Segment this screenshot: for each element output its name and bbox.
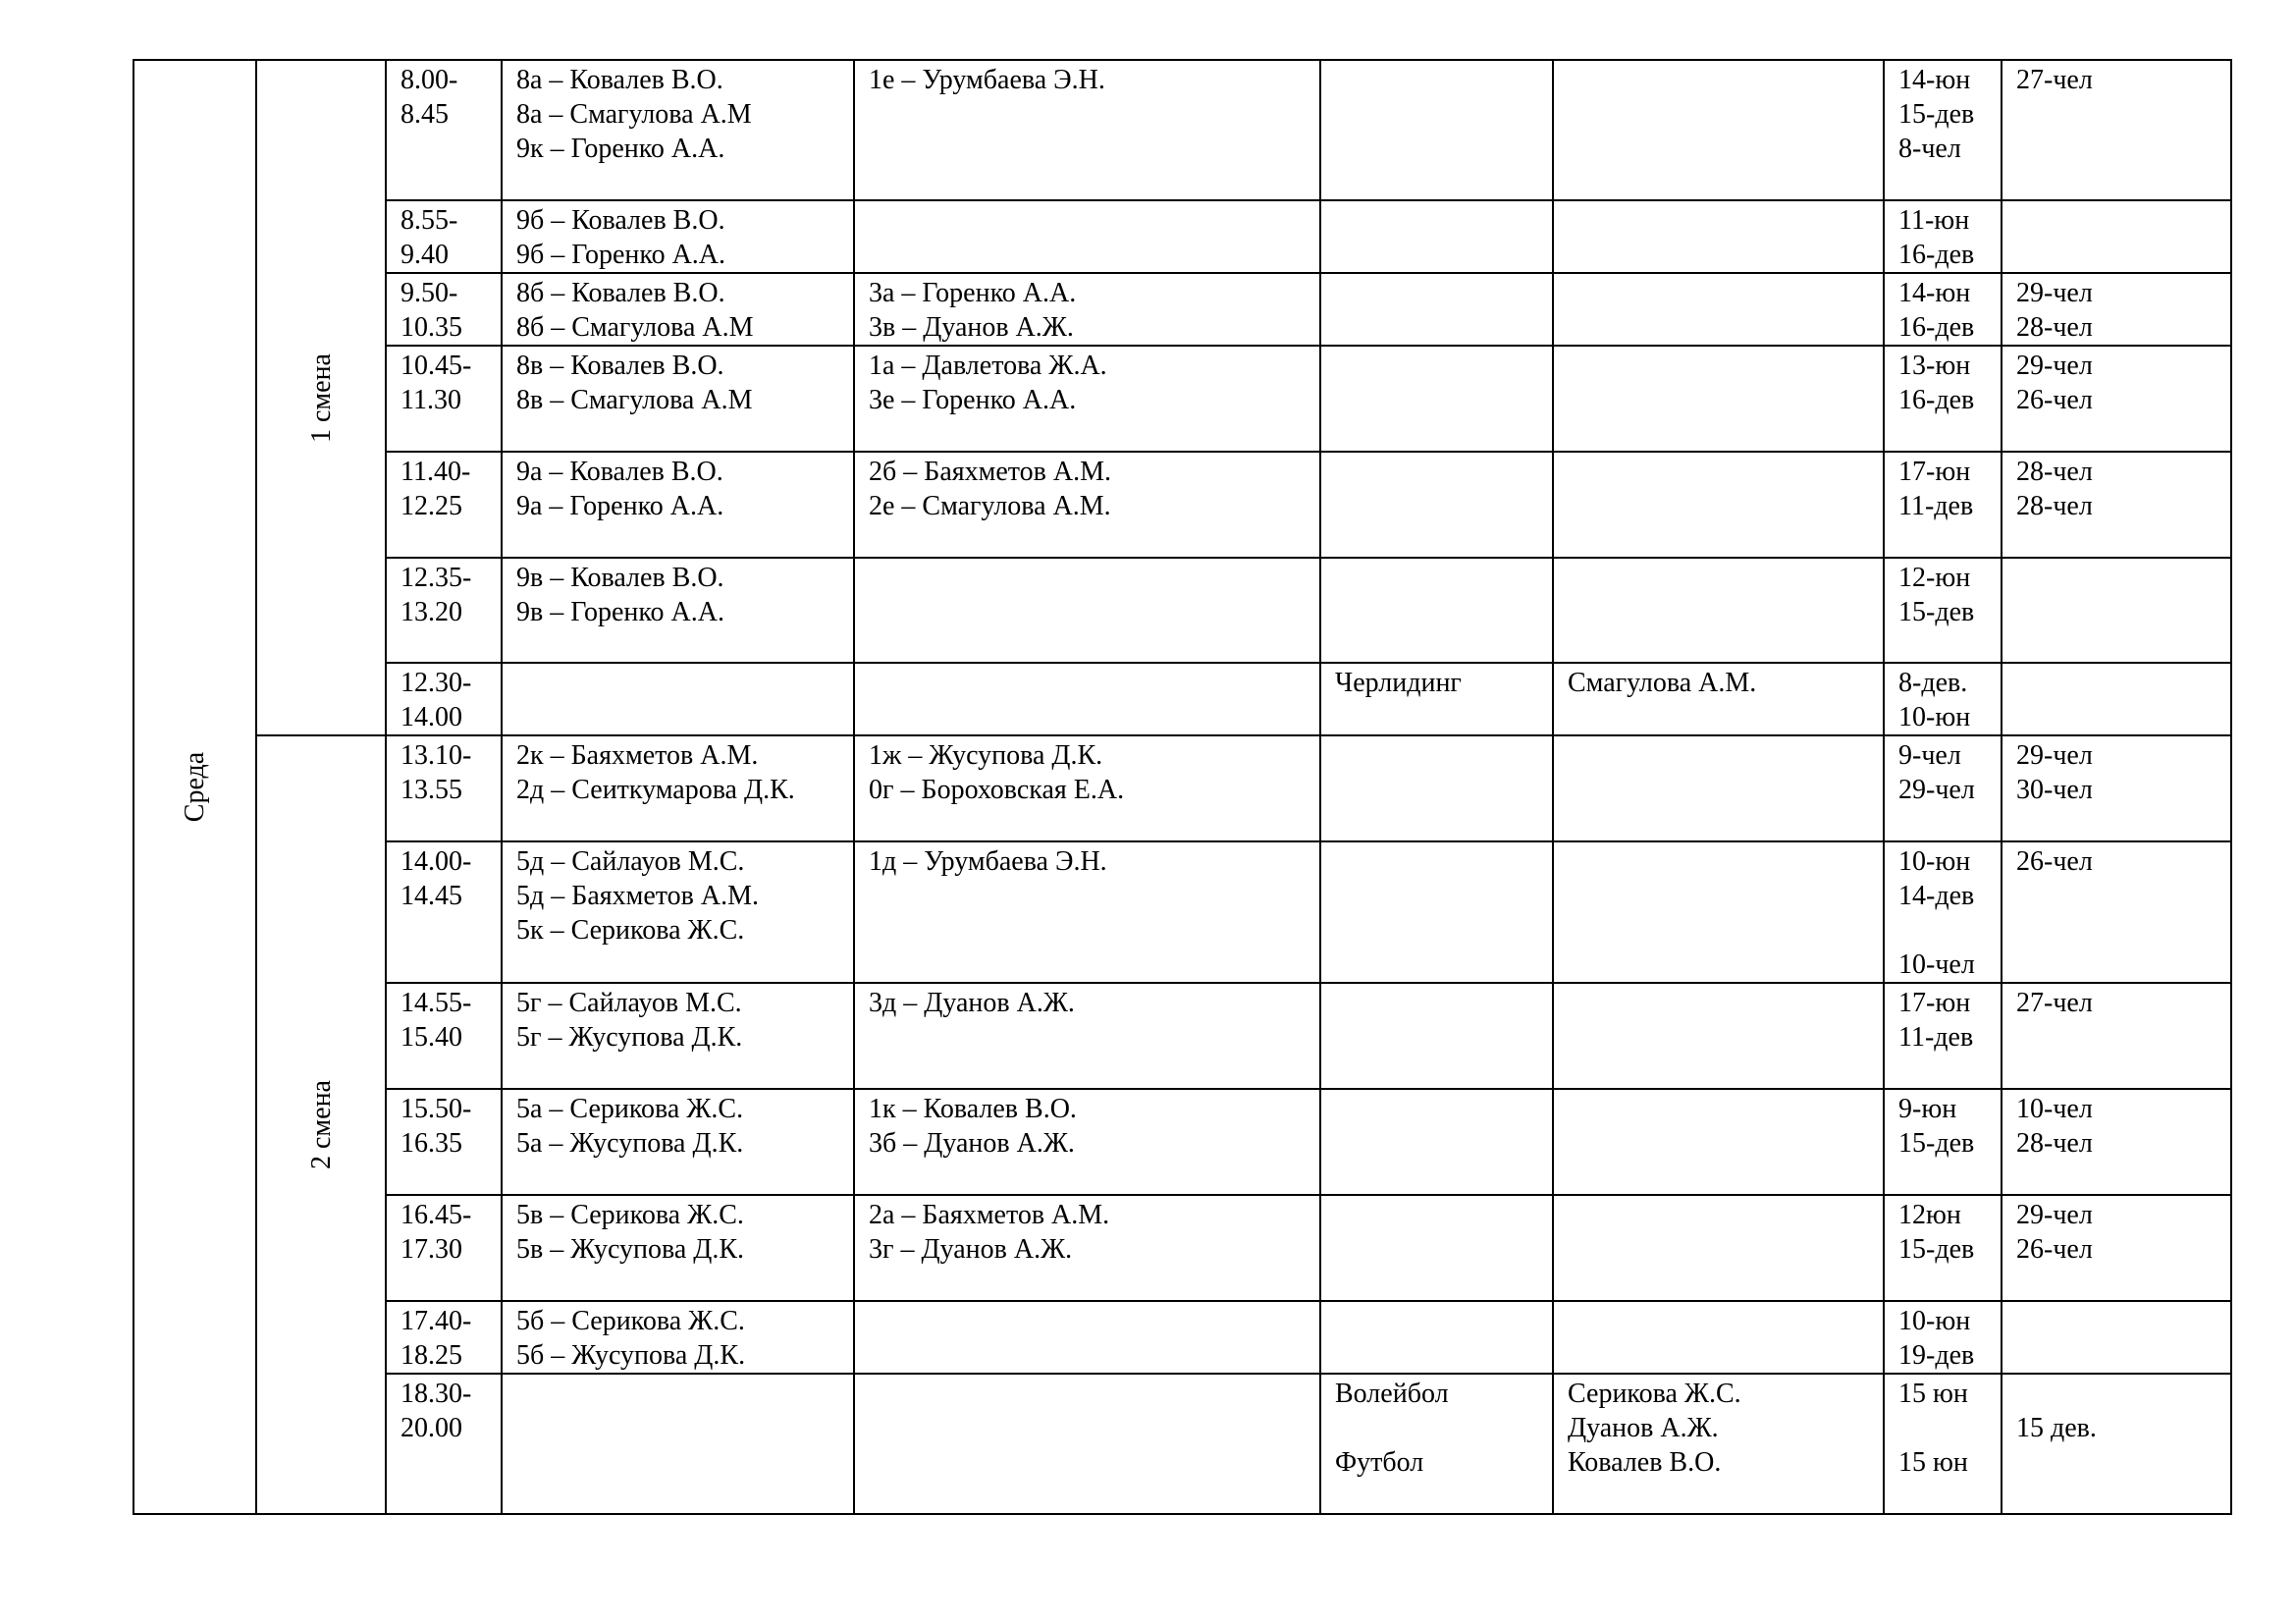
gender-count-cell: 11-юн 16-дев [1884,200,2002,273]
time-cell: 8.00- 8.45 [386,60,502,200]
section-cell [1320,60,1553,200]
gender-count-cell: 15 юн 15 юн [1884,1374,2002,1514]
day-label: Среда [179,751,210,823]
time-cell: 8.55- 9.40 [386,200,502,273]
shift-cell-1 [256,60,386,735]
classes-cell: 9в – Ковалев В.О. 9в – Горенко А.А. [502,558,854,663]
classes-cell [502,1374,854,1514]
gender-count-cell: 17-юн 11-дев [1884,983,2002,1089]
total-count-cell: 29-чел 26-чел [2002,1195,2231,1301]
section-cell [1320,558,1553,663]
day-cell [133,60,256,1514]
time-cell: 9.50- 10.35 [386,273,502,346]
total-count-cell [2002,1301,2231,1374]
section-cell [1320,200,1553,273]
total-count-cell: 15 дев. [2002,1374,2231,1514]
classes-cell: 5г – Сайлауов М.С. 5г – Жусупова Д.К. [502,983,854,1089]
section-cell: Волейбол Футбол [1320,1374,1553,1514]
coach-cell: Серикова Ж.С. Дуанов А.Ж. Ковалев В.О. [1553,1374,1884,1514]
section-cell [1320,841,1553,983]
primary-classes-cell: 1е – Урумбаева Э.Н. [854,60,1320,200]
section-cell [1320,1195,1553,1301]
primary-classes-cell [854,558,1320,663]
coach-cell [1553,1195,1884,1301]
primary-classes-cell: 1д – Урумбаева Э.Н. [854,841,1320,983]
table-row [133,1089,2231,1195]
coach-cell [1553,735,1884,841]
primary-classes-cell [854,663,1320,735]
gender-count-cell: 10-юн 19-дев [1884,1301,2002,1374]
total-count-cell [2002,663,2231,735]
total-count-cell: 29-чел 26-чел [2002,346,2231,452]
coach-cell [1553,1089,1884,1195]
gender-count-cell: 10-юн 14-дев 10-чел [1884,841,2002,983]
table-row [133,1195,2231,1301]
time-cell: 12.35- 13.20 [386,558,502,663]
gender-count-cell: 14-юн 16-дев [1884,273,2002,346]
primary-classes-cell: 1к – Ковалев В.О. 3б – Дуанов А.Ж. [854,1089,1320,1195]
total-count-cell: 29-чел 30-чел [2002,735,2231,841]
gender-count-cell: 12юн 15-дев [1884,1195,2002,1301]
classes-cell: 8а – Ковалев В.О. 8а – Смагулова А.М 9к – Горенко А.А. [502,60,854,200]
time-cell: 12.30- 14.00 [386,663,502,735]
schedule-table [133,59,2232,1515]
total-count-cell: 28-чел 28-чел [2002,452,2231,558]
time-cell: 18.30- 20.00 [386,1374,502,1514]
section-cell [1320,273,1553,346]
classes-cell: 5б – Серикова Ж.С. 5б – Жусупова Д.К. [502,1301,854,1374]
classes-cell: 5а – Серикова Ж.С. 5а – Жусупова Д.К. [502,1089,854,1195]
table-row [133,1374,2231,1514]
classes-cell: 2к – Баяхметов А.М. 2д – Сеиткумарова Д.К. [502,735,854,841]
table-row [133,558,2231,663]
gender-count-cell: 9-чел 29-чел [1884,735,2002,841]
total-count-cell: 27-чел [2002,60,2231,200]
table-row [133,1301,2231,1374]
table-row [133,983,2231,1089]
table-row [133,273,2231,346]
primary-classes-cell: 3а – Горенко А.А. 3в – Дуанов А.Ж. [854,273,1320,346]
coach-cell [1553,558,1884,663]
gender-count-cell: 14-юн 15-дев 8-чел [1884,60,2002,200]
section-cell [1320,735,1553,841]
table-row [133,346,2231,452]
coach-cell [1553,60,1884,200]
primary-classes-cell: 1а – Давлетова Ж.А. 3е – Горенко А.А. [854,346,1320,452]
primary-classes-cell: 2б – Баяхметов А.М. 2е – Смагулова А.М. [854,452,1320,558]
time-cell: 10.45- 11.30 [386,346,502,452]
total-count-cell: 27-чел [2002,983,2231,1089]
time-cell: 17.40- 18.25 [386,1301,502,1374]
primary-classes-cell [854,1301,1320,1374]
primary-classes-cell [854,200,1320,273]
gender-count-cell: 9-юн 15-дев [1884,1089,2002,1195]
table-row [133,200,2231,273]
coach-cell [1553,1301,1884,1374]
gender-count-cell: 17-юн 11-дев [1884,452,2002,558]
total-count-cell: 26-чел [2002,841,2231,983]
table-row [133,841,2231,983]
table-row [133,735,2231,841]
section-cell [1320,1301,1553,1374]
coach-cell [1553,200,1884,273]
gender-count-cell: 13-юн 16-дев [1884,346,2002,452]
classes-cell: 5д – Сайлауов М.С. 5д – Баяхметов А.М. 5к – Серикова Ж.С. [502,841,854,983]
section-cell: Черлидинг [1320,663,1553,735]
section-cell [1320,1089,1553,1195]
total-count-cell [2002,558,2231,663]
time-cell: 16.45- 17.30 [386,1195,502,1301]
coach-cell [1553,452,1884,558]
primary-classes-cell: 1ж – Жусупова Д.К. 0г – Бороховская Е.А. [854,735,1320,841]
classes-cell: 8в – Ковалев В.О. 8в – Смагулова А.М [502,346,854,452]
time-cell: 13.10- 13.55 [386,735,502,841]
coach-cell [1553,346,1884,452]
table-row [133,663,2231,735]
total-count-cell [2002,200,2231,273]
section-cell [1320,346,1553,452]
primary-classes-cell: 2а – Баяхметов А.М. 3г – Дуанов А.Ж. [854,1195,1320,1301]
table-row [133,452,2231,558]
time-cell: 14.00- 14.45 [386,841,502,983]
classes-cell: 5в – Серикова Ж.С. 5в – Жусупова Д.К. [502,1195,854,1301]
classes-cell: 8б – Ковалев В.О. 8б – Смагулова А.М [502,273,854,346]
shift-label-1: 1 смена [305,352,337,443]
gender-count-cell: 12-юн 15-дев [1884,558,2002,663]
total-count-cell: 10-чел 28-чел [2002,1089,2231,1195]
coach-cell [1553,273,1884,346]
coach-cell: Смагулова А.М. [1553,663,1884,735]
primary-classes-cell: 3д – Дуанов А.Ж. [854,983,1320,1089]
section-cell [1320,983,1553,1089]
section-cell [1320,452,1553,558]
gender-count-cell: 8-дев. 10-юн [1884,663,2002,735]
primary-classes-cell [854,1374,1320,1514]
time-cell: 14.55- 15.40 [386,983,502,1089]
time-cell: 11.40- 12.25 [386,452,502,558]
shift-cell-2 [256,735,386,1514]
shift-label-2: 2 смена [305,1080,337,1169]
classes-cell [502,663,854,735]
table-row [133,60,2231,200]
coach-cell [1553,841,1884,983]
classes-cell: 9а – Ковалев В.О. 9а – Горенко А.А. [502,452,854,558]
time-cell: 15.50- 16.35 [386,1089,502,1195]
total-count-cell: 29-чел 28-чел [2002,273,2231,346]
classes-cell: 9б – Ковалев В.О. 9б – Горенко А.А. [502,200,854,273]
coach-cell [1553,983,1884,1089]
